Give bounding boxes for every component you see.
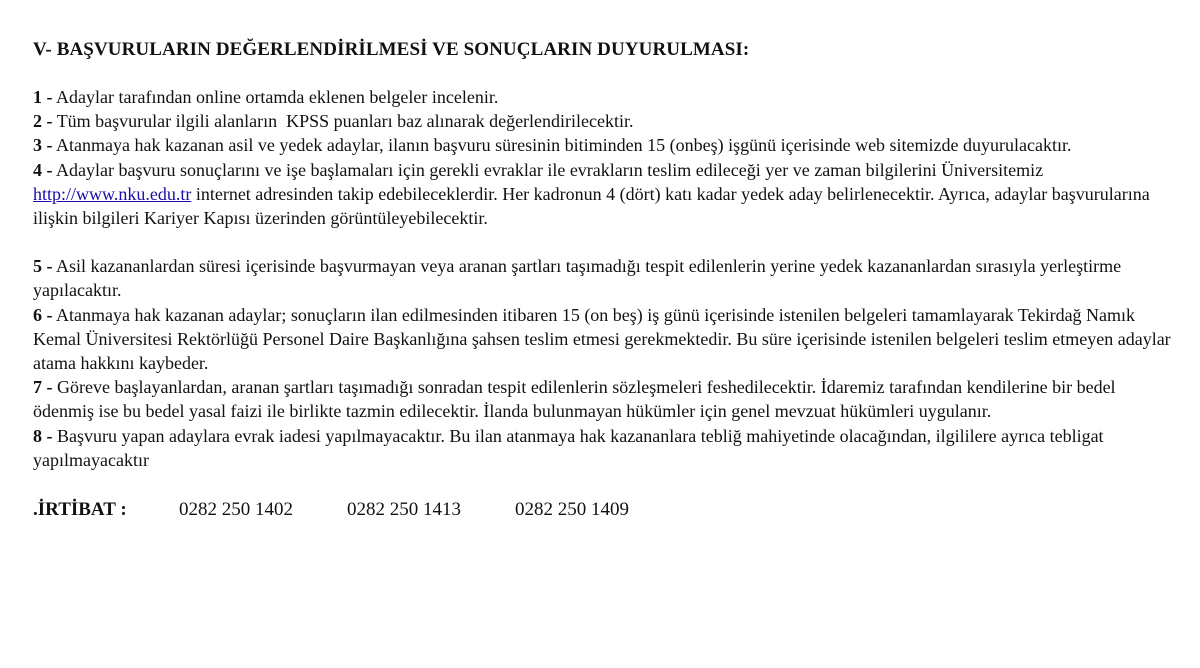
item-text: Asil kazananlardan süresi içerisinde başvurmayan veya aranan şartları taşımadığı tespit edilenlerin yerine yedek kazananlardan sırasıyla yerleştirme yapılacaktır.: [33, 256, 1122, 301]
item-text: Adaylar tarafından online ortamda eklenen belgeler incelenir.: [56, 87, 499, 107]
item-number: 4 -: [33, 159, 53, 180]
list-item-7: [33, 375, 1173, 423]
list-item-3: [33, 133, 1173, 157]
item-number: 5 -: [33, 256, 53, 277]
item-text: Atanmaya hak kazanan adaylar; sonuçların ilan edilmesinden itibaren 15 (on beş) iş günü içerisinde istenilen belgeleri tamamlayarak Tekirdağ Namık Kemal Üniversitesi Rektörlüğü Personel Daire Başkanlığına şahsen teslim etmesi gerekmektedir. Bu süre içerisinde istenilen belgeleri teslim etmeyen adaylar atama hakkını kaybeder.: [33, 304, 1171, 374]
item-text: Başvuru yapan adaylara evrak iadesi yapılmayacaktır. Bu ilan atanmaya hak kazananlara tebliğ mahiyetinde olacağından, ilgililere ayrıca tebligat yapılmayacaktır: [33, 425, 1104, 470]
list-item-4: [33, 158, 1173, 231]
document-page: [33, 38, 1173, 541]
contact-label: .İRTİBAT :: [33, 499, 127, 521]
item-text-after-link: internet adresinden takip edebileceklerdir. Her kadronun 4 (dört) katı kadar yedek aday belirlenecektir. Ayrıca, adaylar başvurularına ilişkin bilgileri Kariyer Kapısı üzerinden görüntüleyebilecektir.: [33, 183, 1155, 229]
item-number: 7 -: [33, 377, 53, 398]
list-item-6: [33, 303, 1173, 376]
contact-phone-3: 0282 250 1409: [515, 499, 629, 521]
list-item-5: [33, 254, 1173, 302]
item-number: 1 -: [33, 87, 53, 107]
list-item-2: [33, 109, 1173, 133]
paragraph-gap: [33, 230, 1173, 254]
item-number: 3 -: [33, 135, 53, 156]
item-text: Tüm başvurular ilgili alanların KPSS puanları baz alınarak değerlendirilecektir.: [56, 111, 634, 132]
item-text-before-link: Adaylar başvuru sonuçlarını ve işe başlamaları için gerekli evraklar ile evrakların teslim edileceği yer ve zaman bilgilerini Üniversitemiz: [56, 159, 1044, 180]
website-link[interactable]: http://www.nku.edu.tr: [33, 183, 192, 204]
section-heading: V- BAŞVURULARIN DEĞERLENDİRİLMESİ VE SONUÇLARIN DUYURULMASI:: [33, 39, 750, 60]
list-item-1: [33, 85, 1173, 109]
contact-phone-2: 0282 250 1413: [347, 499, 461, 521]
contact-line: [33, 498, 1173, 522]
item-number: 6 -: [33, 304, 53, 325]
item-number: 2 -: [33, 111, 53, 132]
item-number: 8 -: [33, 425, 53, 446]
item-text: Atanmaya hak kazanan asil ve yedek adaylar, ilanın başvuru süresinin bitiminden 15 (onbeş) işgünü içerisinde web sitemizde duyurulacaktır.: [56, 135, 1072, 156]
item-text: Göreve başlayanlardan, aranan şartları taşımadığı sonradan tespit edilenlerin sözleşmeleri feshedilecektir. İdaremiz tarafından kendilerine bir bedel ödenmiş ise bu bedel yasal faizi ile birlikte tazmin edilecektir. İlanda bulunmayan hükümler için genel mevzuat hükümleri uygulanır.: [33, 377, 1116, 422]
list-item-8: [33, 424, 1173, 472]
contact-phone-1: 0282 250 1402: [179, 499, 293, 521]
